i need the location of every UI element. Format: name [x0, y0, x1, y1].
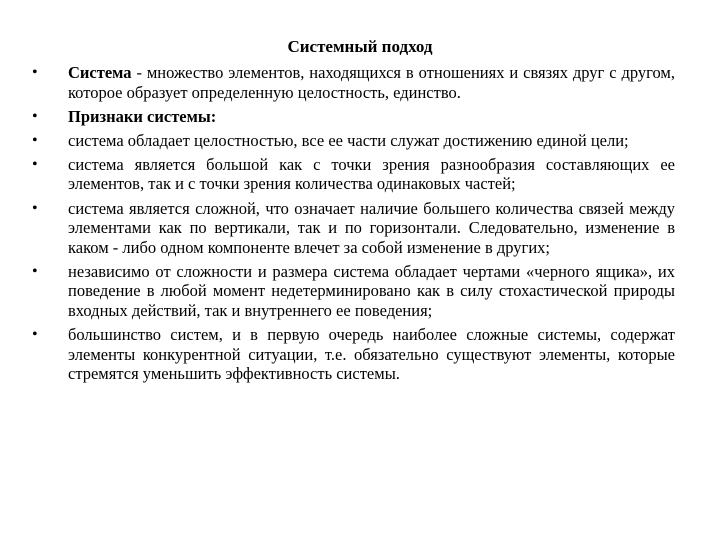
bullet-dot-icon: • — [32, 199, 38, 217]
bullet-lead: Система — [68, 63, 132, 82]
bullet-item — [32, 131, 675, 151]
bullet-text: система является большой как с точки зрения разнообразия составляющих ее элементов, так и с точки зрения количества одинаковых частей; — [68, 154, 675, 194]
bullet-dot-icon: • — [32, 64, 38, 81]
bullet-text: независимо от сложности и размера система обладает чертами «черного ящика», их поведение в любой момент недетерминировано как в силу стохастической природы входных действий, так и внутреннего ее поведения; — [68, 261, 675, 321]
bullet-list — [32, 63, 675, 388]
bullet-dot-icon: • — [32, 131, 38, 149]
bullet-item — [32, 155, 675, 194]
bullet-text: система обладает целостностью, все ее части служат достижению единой цели; — [68, 130, 629, 150]
bullet-text: - множество элементов, находящихся в отношениях и связях друг с другом, которое образует определенную целостность, единство. — [68, 63, 675, 102]
bullet-item — [32, 262, 675, 321]
bullet-item — [32, 63, 675, 102]
bullet-item — [32, 325, 675, 384]
slide-title: Системный подход — [287, 37, 433, 56]
bullet-lead: Признаки системы: — [68, 106, 217, 126]
bullet-text: система является сложной, что означает наличие большего количества связей между элементами как по вертикали, так и по горизонтали. Следовательно, изменение в каком - либо одном компоненте влечет за собой изменение в других; — [68, 198, 675, 257]
bullet-dot-icon: • — [32, 107, 38, 125]
bullet-item — [32, 199, 675, 258]
bullet-item — [32, 107, 675, 127]
bullet-dot-icon: • — [32, 326, 38, 344]
bullet-text: большинство систем, и в первую очередь наиболее сложные системы, содержат элементы конкурентной ситуации, т.е. обязательно существуют элементы, которые стремятся уменьшить эффективность системы. — [68, 325, 675, 384]
bullet-dot-icon: • — [32, 155, 38, 173]
bullet-dot-icon: • — [32, 262, 38, 280]
